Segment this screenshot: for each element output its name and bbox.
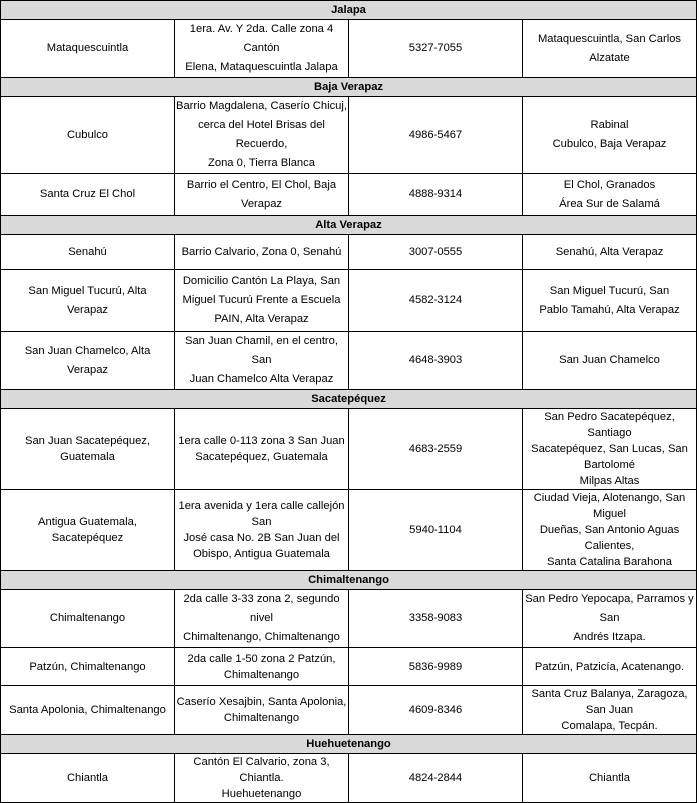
municipio-cell	[1, 270, 175, 332]
municipio-cell-line: San Juan Chamelco, Alta	[24, 344, 151, 357]
municipio-cell-line: Verapaz	[66, 363, 109, 376]
table-row	[1, 409, 697, 490]
municipio-cell-line: Sacatepéquez	[51, 532, 124, 544]
municipio-cell-line: Cubulco	[66, 128, 109, 141]
telefono-cell	[349, 174, 523, 216]
municipio-cell-line: San Miguel Tucurú, Alta	[28, 284, 147, 297]
cobertura-cell-line: Milpas Altas	[579, 475, 640, 487]
municipio-cell	[1, 754, 175, 803]
municipio-cell-line: Santa Apolonia, Chimaltenango	[9, 704, 166, 716]
direccion-cell-line: PAIN, Alta Verapaz	[214, 313, 309, 325]
section-title: Jalapa	[1, 1, 697, 20]
cobertura-cell	[523, 490, 697, 571]
cobertura-cell-line: San Juan Chamelco	[559, 354, 660, 366]
cobertura-cell-line: San Pedro Yepocapa, Parramos y San	[525, 593, 694, 624]
table-row	[1, 235, 697, 270]
direccion-cell-line: San Juan Chamil, en el centro, San	[185, 335, 338, 366]
cobertura-cell-line: Sacatepéquez, San Lucas, San Bartolomé	[531, 443, 688, 471]
direccion-cell-line: 2da calle 1-50 zona 2 Patzún,	[187, 652, 336, 665]
cobertura-cell-line: San Pedro Sacatepéquez, Santiago	[544, 411, 675, 439]
cobertura-cell-line: Santa Cruz Balanya, Zaragoza, San Juan	[531, 688, 688, 716]
cobertura-cell-line: Andrés Itzapa.	[573, 631, 646, 643]
section-title: Sacatepéquez	[1, 390, 697, 409]
table-row	[1, 648, 697, 686]
direccion-cell-line: Chimaltenango	[223, 712, 300, 724]
table-row	[1, 270, 697, 332]
cobertura-cell-line: Rabinal	[590, 119, 629, 131]
section-header-row	[1, 1, 697, 20]
municipio-cell-line: Santa Cruz El Chol	[39, 188, 136, 200]
cobertura-cell	[523, 332, 697, 390]
direccion-cell-line: Juan Chamelco Alta Verapaz	[189, 373, 334, 385]
municipio-cell	[1, 490, 175, 571]
section-header-row	[1, 735, 697, 754]
direccion-cell-line: 2da calle 3-33 zona 2, segundo nivel	[183, 593, 340, 624]
telefono-cell	[349, 648, 523, 686]
telefono-cell-line: 4683-2559	[408, 443, 463, 455]
direccion-cell-line: Chimaltenango, Chimaltenango	[183, 631, 340, 643]
section-header-row	[1, 216, 697, 235]
direccion-cell-line: Chimaltenango	[223, 668, 300, 681]
municipio-cell	[1, 332, 175, 390]
telefono-cell	[349, 332, 523, 390]
cobertura-cell-line: Cubulco, Baja Verapaz	[552, 138, 667, 150]
municipio-cell-line: Chimaltenango	[49, 612, 126, 624]
direccion-cell	[175, 686, 349, 735]
direccion-cell-line: Barrio Magdalena, Caserío Chicuj,	[176, 100, 348, 112]
cobertura-cell-line: Área Sur de Salamá	[559, 197, 660, 210]
telefono-cell-line: 4582-3124	[408, 294, 463, 306]
telefono-cell-line: 5836-9989	[408, 660, 463, 673]
direccion-cell	[175, 174, 349, 216]
municipio-cell	[1, 235, 175, 270]
table-row	[1, 20, 697, 78]
direccion-cell	[175, 754, 349, 803]
direccion-cell-line: Cantón El Calvario, zona 3, Chiantla.	[193, 756, 330, 784]
direccion-cell-line: Sacatepéquez, Guatemala	[195, 451, 328, 463]
direccion-cell-line: Miguel Tucurú Frente a Escuela	[182, 294, 341, 306]
direccion-cell-line: 1era. Av. Y 2da. Calle zona 4 Cantón	[189, 23, 334, 54]
telefono-cell	[349, 270, 523, 332]
table-row	[1, 590, 697, 648]
telefono-cell	[349, 97, 523, 174]
telefono-cell	[349, 754, 523, 803]
section-title: Huehuetenango	[1, 735, 697, 754]
cobertura-cell	[523, 409, 697, 490]
cobertura-cell-line: El Chol, Granados	[563, 178, 656, 191]
telefono-cell-line: 4986-5467	[408, 128, 463, 141]
cobertura-cell-line: Patzún, Patzicía, Acatenango.	[534, 660, 685, 673]
telefono-cell-line: 4609-8346	[408, 704, 463, 716]
direccion-cell	[175, 648, 349, 686]
direccion-cell	[175, 590, 349, 648]
telefono-cell-line: 4648-3903	[408, 354, 463, 366]
table-row	[1, 490, 697, 571]
telefono-cell	[349, 20, 523, 78]
direccion-cell-line: Barrio Calvario, Zona 0, Senahú	[181, 245, 342, 258]
table-row	[1, 754, 697, 803]
section-title: Chimaltenango	[1, 571, 697, 590]
direccion-cell-line: José casa No. 2B San Juan del	[183, 532, 340, 544]
telefono-cell-line: 4824-2844	[408, 772, 463, 784]
direccion-cell-line: Zona 0, Tierra Blanca	[208, 157, 315, 169]
municipio-cell-line: Senahú	[68, 245, 107, 258]
cobertura-cell-line: Pablo Tamahú, Alta Verapaz	[539, 303, 680, 316]
cobertura-cell	[523, 686, 697, 735]
municipio-cell-line: Guatemala	[60, 451, 115, 463]
municipio-cell	[1, 174, 175, 216]
direccion-cell	[175, 97, 349, 174]
telefono-cell	[349, 686, 523, 735]
cobertura-cell-line: San Miguel Tucurú, San	[549, 284, 670, 297]
municipio-cell-line: Mataquescuintla	[46, 42, 129, 54]
direccion-cell-line: Huehuetenango	[221, 788, 302, 800]
municipio-cell	[1, 97, 175, 174]
table-row	[1, 97, 697, 174]
section-header-row	[1, 571, 697, 590]
direccion-cell-line: Caserío Xesajbin, Santa Apolonia,	[176, 696, 347, 708]
direccion-cell	[175, 409, 349, 490]
municipio-cell	[1, 409, 175, 490]
cobertura-cell-line: Ciudad Vieja, Alotenango, San Miguel	[533, 492, 686, 520]
municipio-cell-line: Verapaz	[66, 303, 109, 316]
direccion-cell-line: Verapaz	[240, 197, 283, 210]
section-title: Baja Verapaz	[1, 78, 697, 97]
municipio-cell-line: Antigua Guatemala,	[38, 516, 137, 528]
telefono-cell	[349, 590, 523, 648]
table-row	[1, 174, 697, 216]
direccion-cell-line: cerca del Hotel Brisas del Recuerdo,	[198, 119, 325, 150]
cobertura-cell-line: Chiantla	[588, 772, 631, 784]
cobertura-cell-line: Senahú, Alta Verapaz	[555, 245, 664, 258]
cobertura-cell-line: Santa Catalina Barahona	[546, 556, 673, 568]
cobertura-cell	[523, 270, 697, 332]
municipio-cell-line: San Juan Sacatepéquez,	[24, 435, 151, 447]
cobertura-cell	[523, 754, 697, 803]
telefono-cell-line: 5940-1104	[409, 524, 462, 536]
direccion-cell	[175, 490, 349, 571]
telefono-cell-line: 3007-0555	[408, 245, 463, 258]
direccion-cell	[175, 235, 349, 270]
cobertura-cell	[523, 174, 697, 216]
direccion-cell-line: 1era calle 0-113 zona 3 San Juan	[178, 435, 345, 447]
telefono-cell	[349, 235, 523, 270]
direccion-cell-line: 1era avenida y 1era calle callejón San	[178, 500, 345, 528]
telefono-cell	[349, 409, 523, 490]
section-header-row	[1, 390, 697, 409]
municipio-cell	[1, 20, 175, 78]
cobertura-cell	[523, 590, 697, 648]
municipio-cell-line: Patzún, Chimaltenango	[29, 660, 146, 673]
direccion-cell-line: Elena, Mataquescuintla Jalapa	[185, 61, 338, 73]
table-row	[1, 686, 697, 735]
telefono-cell-line: 4888-9314	[408, 188, 463, 200]
cobertura-cell	[523, 235, 697, 270]
direccion-cell-line: Obispo, Antigua Guatemala	[193, 548, 330, 560]
direccion-cell-line: Barrio el Centro, El Chol, Baja	[186, 178, 337, 191]
cobertura-cell	[523, 97, 697, 174]
municipio-cell	[1, 648, 175, 686]
cobertura-cell-line: Comalapa, Tecpán.	[561, 720, 658, 732]
cobertura-cell-line: Mataquescuintla, San Carlos Alzatate	[537, 32, 682, 64]
telefono-cell-line: 3358-9083	[408, 612, 463, 624]
telefono-cell-line: 5327-7055	[408, 42, 463, 54]
direccion-cell	[175, 270, 349, 332]
direccion-cell-line: Domicilio Cantón La Playa, San	[182, 275, 341, 287]
section-header-row	[1, 78, 697, 97]
section-title: Alta Verapaz	[1, 216, 697, 235]
municipio-cell-line: Chiantla	[66, 772, 109, 784]
municipio-cell	[1, 686, 175, 735]
direccion-cell	[175, 20, 349, 78]
cobertura-cell	[523, 20, 697, 78]
cobertura-cell-line: Dueñas, San Antonio Aguas Calientes,	[539, 524, 680, 552]
telefono-cell	[349, 490, 523, 571]
cobertura-cell	[523, 648, 697, 686]
municipio-cell	[1, 590, 175, 648]
offices-table-body	[1, 1, 697, 803]
direccion-cell	[175, 332, 349, 390]
table-row	[1, 332, 697, 390]
